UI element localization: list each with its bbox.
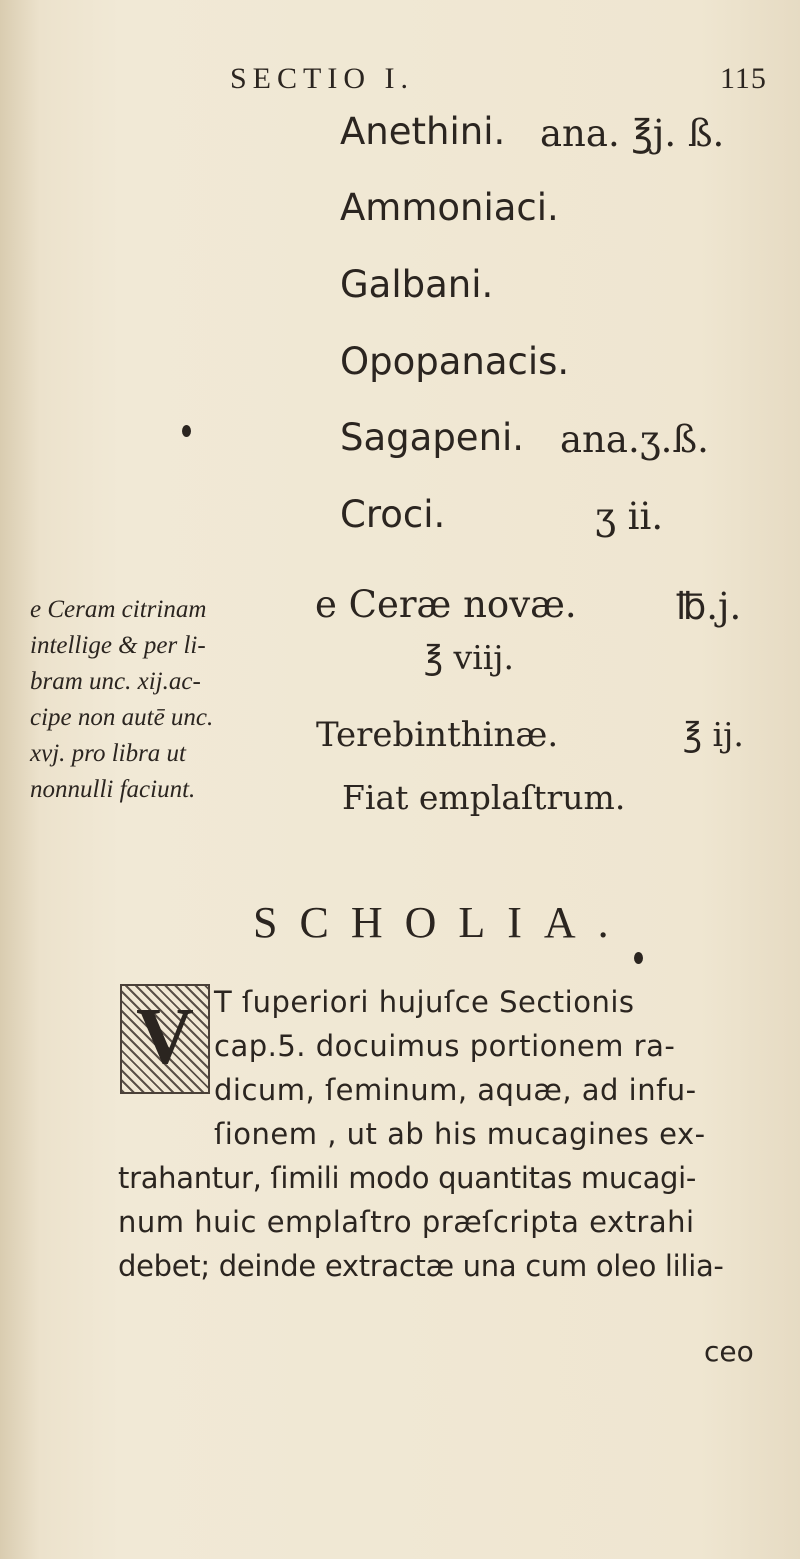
- ingredient-name: ℥ viij.: [424, 638, 515, 677]
- ingredient-qty: ℥ ij.: [683, 715, 744, 754]
- margin-note-line: nonnulli faciunt.: [30, 776, 196, 803]
- margin-note-line: bram unc. xij.ac-: [30, 668, 201, 695]
- recipe-line: [340, 265, 493, 305]
- margin-note-line: xvj. pro libra ut: [30, 740, 187, 767]
- margin-note-line: cipe non autē unc.: [30, 704, 214, 731]
- ingredient-name: Fiat emplaſtrum.: [342, 778, 626, 817]
- ingredient-name: Ammoniaci.: [340, 186, 559, 229]
- page-number: 115: [720, 62, 767, 95]
- catchword: ceo: [704, 1335, 754, 1368]
- recipe-line: [424, 638, 514, 678]
- recipe-line: [340, 112, 505, 152]
- ingredient-name: e Ceræ novæ.: [315, 583, 577, 626]
- body-line: T ſuperiori hujuſce Sectionis: [214, 985, 635, 1019]
- ingredient-name: Anethini.: [340, 110, 506, 153]
- margin-note-line: intellige & per li-: [30, 632, 206, 659]
- recipe-line: [315, 585, 577, 625]
- recipe-line: [342, 778, 625, 818]
- ink-speck: [634, 952, 643, 964]
- recipe-line: [316, 715, 558, 755]
- recipe-line: [340, 342, 569, 382]
- body-line: trahantur, ſimili modo quantitas mucagi-: [118, 1161, 697, 1195]
- ingredient-qty: ʒ ii.: [595, 495, 664, 538]
- body-line: dicum, ſeminum, aquæ, ad infu-: [214, 1073, 697, 1107]
- ingredient-name: Croci.: [340, 493, 446, 536]
- ingredient-qty: ℔.j.: [676, 585, 742, 628]
- body-line: debet; deinde extractæ una cum oleo lilia-: [118, 1249, 724, 1283]
- section-heading: SECTIO I.: [230, 62, 414, 95]
- ink-speck: [182, 425, 191, 437]
- scholia-heading: SCHOLIA.: [253, 898, 631, 947]
- body-line: num huic emplaſtro præſcripta extrahi: [118, 1205, 695, 1239]
- ingredient-name: Opopanacis.: [340, 340, 570, 383]
- ingredient-name: Terebinthinæ.: [316, 715, 559, 755]
- margin-note: [30, 592, 315, 808]
- recipe-line: [340, 495, 445, 535]
- ingredient-name: Galbani.: [340, 263, 494, 306]
- body-line: ſionem , ut ab his mucagines ex-: [214, 1117, 706, 1151]
- ingredient-qty: ana.ʒ.ß.: [560, 418, 709, 461]
- margin-note-line: e Ceram citrinam: [30, 596, 207, 623]
- ingredient-qty: ana. ℥j. ß.: [540, 112, 725, 155]
- recipe-line: [340, 418, 524, 458]
- body-line: cap.5. docuimus portionem ra-: [214, 1029, 676, 1063]
- ingredient-name: Sagapeni.: [340, 416, 525, 459]
- decorated-initial: [120, 984, 210, 1094]
- running-header: [230, 62, 790, 98]
- recipe-line: [340, 188, 559, 228]
- initial-letter: V: [136, 993, 194, 1081]
